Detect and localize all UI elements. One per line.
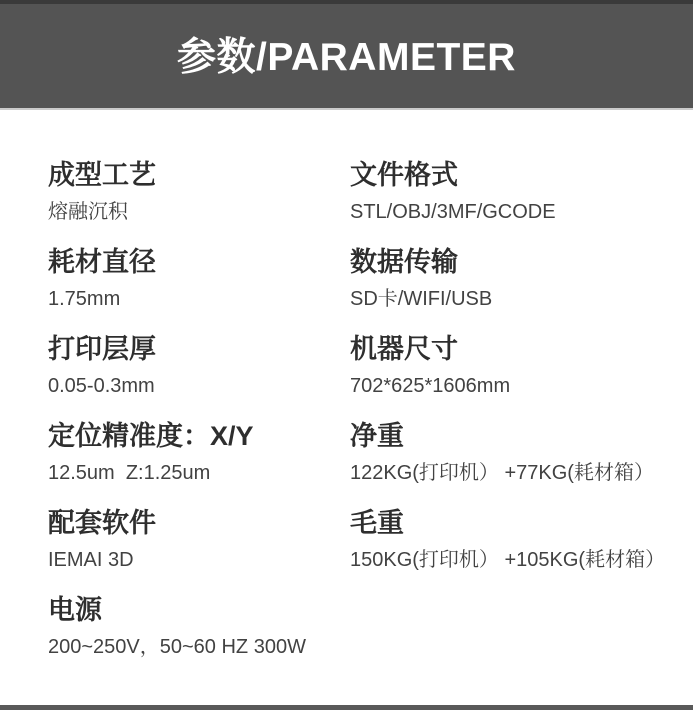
spec-label: 电源	[48, 595, 102, 625]
spec-item	[350, 506, 685, 573]
spec-label: 净重	[350, 421, 404, 451]
bottom-bar	[0, 705, 693, 710]
spec-item	[48, 593, 350, 660]
spec-label: 配套软件	[48, 508, 156, 538]
spec-value: 熔融沉积	[48, 201, 128, 223]
spec-item	[48, 506, 350, 573]
spec-grid	[0, 110, 693, 680]
spec-label: 数据传输	[350, 247, 458, 277]
spec-item	[48, 332, 350, 399]
page-title: 参数/PARAMETER	[177, 35, 516, 79]
spec-value: 0.05-0.3mm	[48, 375, 155, 397]
spec-item	[350, 419, 685, 486]
spec-item	[350, 332, 685, 399]
spec-label: 耗材直径	[48, 247, 156, 277]
header-banner	[0, 0, 693, 110]
spec-value: STL/OBJ/3MF/GCODE	[350, 201, 556, 223]
spec-value: 200~250V，50~60 HZ 300W	[48, 636, 306, 658]
spec-item	[48, 158, 350, 225]
spec-label: 成型工艺	[48, 160, 156, 190]
spec-item	[350, 245, 685, 312]
spec-item	[48, 245, 350, 312]
spec-column-right	[350, 158, 685, 680]
spec-value: 1.75mm	[48, 288, 121, 310]
spec-label: 文件格式	[350, 160, 458, 190]
spec-label: 机器尺寸	[350, 334, 458, 364]
spec-value: 702*625*1606mm	[350, 375, 511, 397]
spec-item	[350, 158, 685, 225]
spec-value: IEMAI 3D	[48, 549, 134, 571]
spec-label: 定位精准度：X/Y	[48, 421, 254, 451]
spec-value: 150KG(打印机） +105KG(耗材箱）	[350, 549, 666, 571]
spec-value: SD卡/WIFI/USB	[350, 288, 493, 310]
spec-item	[48, 419, 350, 486]
spec-column-left	[48, 158, 350, 680]
spec-label: 毛重	[350, 508, 404, 538]
spec-value: 12.5um Z:1.25um	[48, 462, 211, 484]
spec-label: 打印层厚	[48, 334, 156, 364]
top-strip	[0, 0, 693, 4]
spec-value: 122KG(打印机） +77KG(耗材箱）	[350, 462, 654, 484]
